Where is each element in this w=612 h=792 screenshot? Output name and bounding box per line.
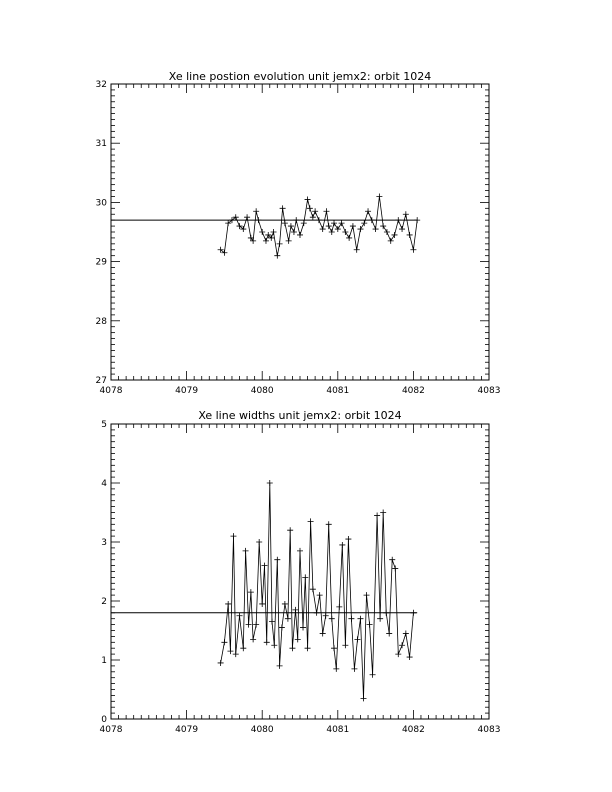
data-point: [403, 630, 409, 636]
data-point: [244, 214, 250, 220]
data-point: [274, 253, 280, 259]
y-tick-label: 27: [95, 376, 107, 386]
data-point: [342, 229, 348, 235]
data-point: [282, 220, 288, 226]
data-point: [407, 232, 413, 238]
data-point: [277, 241, 283, 247]
data-point: [410, 247, 416, 253]
data-point: [351, 666, 357, 672]
y-tick-label: 0: [101, 715, 107, 725]
data-point: [264, 639, 270, 645]
data-point: [354, 247, 360, 253]
chart-title: Xe line postion evolution unit jemx2: orbit 1024: [168, 70, 432, 83]
data-point: [261, 563, 267, 569]
data-point: [218, 660, 224, 666]
data-point: [287, 527, 293, 533]
data-point: [326, 223, 332, 229]
data-point: [326, 521, 332, 527]
data-point: [297, 548, 303, 554]
y-tick-label: 5: [101, 420, 107, 430]
data-point: [414, 217, 420, 223]
data-point: [323, 208, 329, 214]
data-point: [357, 616, 363, 622]
data-point: [282, 601, 288, 607]
data-point: [392, 232, 398, 238]
data-point: [367, 622, 373, 628]
data-point: [342, 642, 348, 648]
x-tick-label: 4080: [250, 725, 274, 735]
data-point: [259, 229, 265, 235]
data-point: [256, 539, 262, 545]
data-point: [274, 557, 280, 563]
y-tick-label: 28: [95, 316, 107, 327]
data-point: [277, 663, 283, 669]
data-point: [346, 235, 352, 241]
x-tick-label: 4082: [401, 386, 425, 396]
data-point: [357, 226, 363, 232]
data-point: [269, 619, 275, 625]
data-point: [316, 217, 322, 223]
data-point: [407, 654, 413, 660]
data-point: [329, 616, 335, 622]
data-point: [320, 630, 326, 636]
data-point: [271, 229, 277, 235]
data-point: [350, 223, 356, 229]
data-point: [253, 622, 259, 628]
x-tick-label: 4081: [326, 386, 350, 396]
data-point: [295, 636, 301, 642]
data-point: [300, 625, 306, 631]
data-point: [331, 220, 337, 226]
data-point: [335, 226, 341, 232]
y-tick-label: 29: [95, 257, 107, 268]
data-point: [388, 238, 394, 244]
data-point: [259, 601, 265, 607]
x-tick-label: 4083: [477, 725, 501, 735]
data-point: [386, 630, 392, 636]
data-point: [293, 217, 299, 223]
data-point: [370, 672, 376, 678]
y-tick-label: 30: [95, 198, 107, 209]
data-point: [248, 589, 254, 595]
x-tick-label: 4079: [175, 386, 199, 396]
data-point: [333, 666, 339, 672]
data-point: [314, 610, 320, 616]
data-point: [297, 232, 303, 238]
data-point: [279, 625, 285, 631]
data-point: [395, 217, 401, 223]
data-point: [361, 695, 367, 701]
data-point: [369, 217, 375, 223]
data-point: [374, 512, 380, 518]
data-point: [305, 645, 311, 651]
data-point: [361, 220, 367, 226]
data-point: [320, 226, 326, 232]
data-point: [292, 607, 298, 613]
data-point: [331, 645, 337, 651]
data-point: [329, 229, 335, 235]
data-point: [271, 642, 277, 648]
data-point: [243, 548, 249, 554]
data-point: [377, 616, 383, 622]
chart-title: Xe line widths unit jemx2: orbit 1024: [198, 409, 402, 422]
data-point: [323, 613, 329, 619]
data-point: [373, 226, 379, 232]
data-point: [308, 518, 314, 524]
y-tick-label: 3: [101, 538, 107, 548]
data-point: [339, 542, 345, 548]
y-tick-label: 2: [101, 597, 107, 607]
x-tick-label: 4081: [326, 725, 350, 735]
data-point: [253, 208, 259, 214]
data-point: [225, 601, 231, 607]
y-tick-label: 4: [101, 479, 107, 489]
data-point: [246, 622, 252, 628]
data-point: [336, 604, 342, 610]
data-point: [221, 639, 227, 645]
data-point: [380, 223, 386, 229]
data-point: [305, 196, 311, 202]
data-point: [380, 510, 386, 516]
data-point: [399, 642, 405, 648]
data-point: [392, 566, 398, 572]
data-point: [230, 533, 236, 539]
data-point: [255, 217, 261, 223]
series-line: [221, 197, 418, 256]
data-point: [263, 238, 269, 244]
data-point: [312, 208, 318, 214]
data-point: [240, 645, 246, 651]
data-point: [291, 229, 297, 235]
x-tick-label: 4079: [175, 725, 199, 735]
data-point: [250, 636, 256, 642]
x-tick-label: 4080: [250, 386, 274, 396]
data-point: [403, 211, 409, 217]
data-point: [310, 586, 316, 592]
data-point: [354, 636, 360, 642]
data-point: [364, 592, 370, 598]
series-line: [221, 483, 414, 698]
data-point: [348, 616, 354, 622]
y-tick-label: 1: [101, 656, 107, 666]
data-point: [410, 610, 416, 616]
data-point: [285, 616, 291, 622]
data-point: [289, 645, 295, 651]
plot-frame: [111, 424, 489, 719]
data-point: [345, 536, 351, 542]
x-tick-label: 4078: [99, 386, 123, 396]
data-point: [237, 613, 243, 619]
data-point: [317, 592, 323, 598]
data-point: [395, 651, 401, 657]
x-tick-label: 4082: [401, 725, 425, 735]
data-point: [383, 610, 389, 616]
data-point: [280, 205, 286, 211]
plot-1: [96, 70, 501, 396]
data-point: [339, 220, 345, 226]
data-point: [365, 208, 371, 214]
data-point: [310, 214, 316, 220]
data-point: [227, 648, 233, 654]
data-point: [301, 220, 307, 226]
data-point: [288, 223, 294, 229]
data-point: [302, 574, 308, 580]
data-point: [233, 651, 239, 657]
data-point: [286, 238, 292, 244]
data-point: [399, 226, 405, 232]
x-tick-label: 4078: [99, 725, 123, 735]
data-point: [307, 205, 313, 211]
plot-2: [100, 409, 501, 735]
data-point: [376, 193, 382, 199]
x-tick-label: 4083: [477, 386, 501, 396]
data-point: [384, 229, 390, 235]
data-point: [267, 480, 273, 486]
y-tick-label: 31: [95, 139, 107, 150]
y-tick-label: 32: [95, 80, 107, 90]
data-point: [389, 557, 395, 563]
